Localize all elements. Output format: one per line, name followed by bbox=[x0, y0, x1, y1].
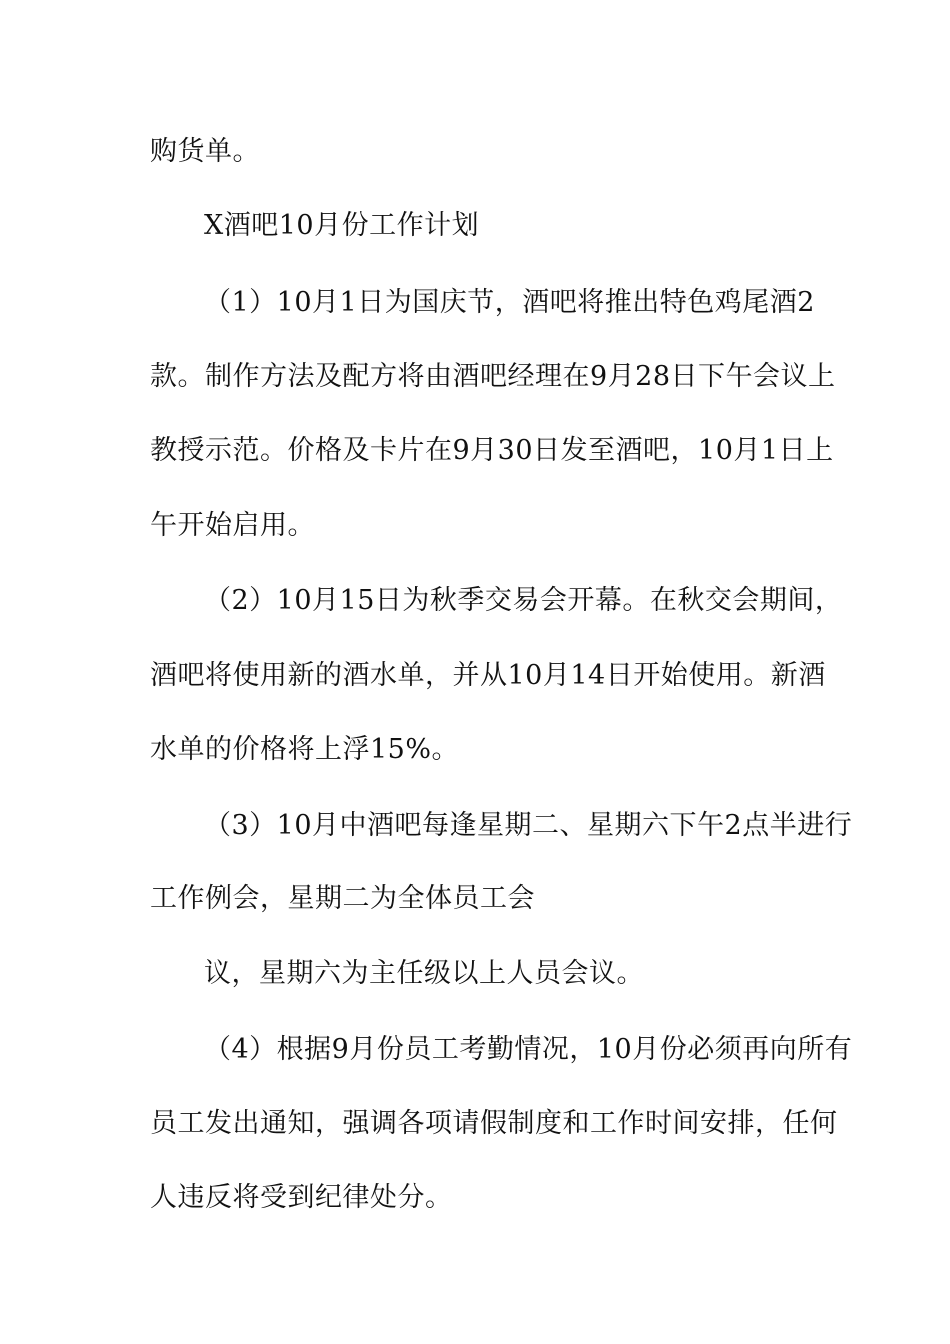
item-1-line-1: （1）10月1日为国庆节，酒吧将推出特色鸡尾酒2 bbox=[204, 287, 815, 318]
item-3-line-3: 议，星期六为主任级以上人员会议。 bbox=[204, 958, 644, 989]
item-4-line-3: 人违反将受到纪律处分。 bbox=[150, 1182, 453, 1213]
item-3-line-2: 工作例会，星期二为全体员工会 bbox=[150, 883, 535, 914]
item-1-line-3: 教授示范。价格及卡片在9月30日发至酒吧，10月1日上 bbox=[150, 435, 834, 466]
item-2-line-1: （2）10月15日为秋季交易会开幕。在秋交会期间， bbox=[204, 585, 843, 616]
section-title: X酒吧10月份工作计划 bbox=[204, 210, 480, 241]
item-2-line-3: 水单的价格将上浮15%。 bbox=[150, 734, 460, 765]
item-3-line-1: （3）10月中酒吧每逢星期二、星期六下午2点半进行 bbox=[204, 810, 853, 841]
item-4-line-1: （4）根据9月份员工考勤情况，10月份必须再向所有 bbox=[204, 1034, 853, 1065]
text-line-1: 购货单。 bbox=[150, 136, 260, 167]
item-1-line-2: 款。制作方法及配方将由酒吧经理在9月28日下午会议上 bbox=[150, 361, 836, 392]
item-4-line-2: 员工发出通知，强调各项请假制度和工作时间安排，任何 bbox=[150, 1108, 838, 1139]
item-2-line-2: 酒吧将使用新的酒水单，并从10月14日开始使用。新酒 bbox=[150, 660, 826, 691]
item-1-line-4: 午开始启用。 bbox=[150, 510, 315, 541]
